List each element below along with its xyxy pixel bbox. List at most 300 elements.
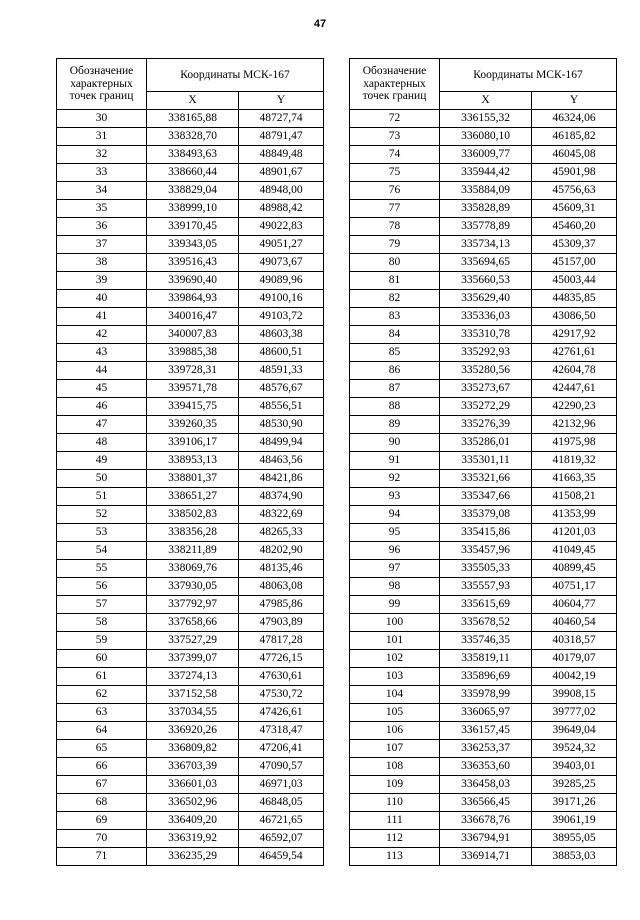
y-coordinate-cell: 40318,57 [532, 632, 617, 650]
y-coordinate-cell: 40751,17 [532, 578, 617, 596]
table-row [57, 560, 324, 578]
y-coordinate-cell: 44835,85 [532, 290, 617, 308]
x-coordinate-cell: 336914,71 [440, 848, 532, 866]
point-number-cell: 42 [57, 326, 147, 344]
point-number-cell: 74 [350, 146, 440, 164]
y-coordinate-cell: 41049,45 [532, 542, 617, 560]
y-coordinate-cell: 38853,03 [532, 848, 617, 866]
y-coordinate-cell: 45901,98 [532, 164, 617, 182]
x-coordinate-cell: 336502,96 [147, 794, 239, 812]
y-coordinate-cell: 39403,01 [532, 758, 617, 776]
x-coordinate-cell: 336155,32 [440, 110, 532, 128]
point-label-line2: характерных [363, 77, 426, 90]
point-number-cell: 107 [350, 740, 440, 758]
x-coordinate-cell: 335896,69 [440, 668, 532, 686]
y-coordinate-cell: 41201,03 [532, 524, 617, 542]
y-coordinate-cell: 40604,77 [532, 596, 617, 614]
point-number-cell: 108 [350, 758, 440, 776]
point-number-cell: 102 [350, 650, 440, 668]
y-coordinate-cell: 49089,96 [239, 272, 324, 290]
x-coordinate-cell: 339864,93 [147, 290, 239, 308]
y-coordinate-cell: 46185,82 [532, 128, 617, 146]
point-number-cell: 91 [350, 452, 440, 470]
x-coordinate-cell: 335746,35 [440, 632, 532, 650]
x-coordinate-cell: 335694,65 [440, 254, 532, 272]
y-coordinate-cell: 48849,48 [239, 146, 324, 164]
y-coordinate-cell: 43086,50 [532, 308, 617, 326]
x-coordinate-cell: 335828,89 [440, 200, 532, 218]
point-number-cell: 66 [57, 758, 147, 776]
table-row [350, 524, 617, 542]
table-row [350, 110, 617, 128]
y-coordinate-cell: 46971,03 [239, 776, 324, 794]
y-coordinate-cell: 40179,07 [532, 650, 617, 668]
x-coordinate-cell: 336809,82 [147, 740, 239, 758]
point-number-cell: 110 [350, 794, 440, 812]
y-coordinate-cell: 48727,74 [239, 110, 324, 128]
x-coordinate-cell: 335292,93 [440, 344, 532, 362]
point-number-cell: 75 [350, 164, 440, 182]
coordinates-table-left [56, 58, 324, 866]
table-row [57, 218, 324, 236]
point-label-header [57, 59, 147, 110]
x-coordinate-cell: 335978,99 [440, 686, 532, 704]
y-coordinate-cell: 45157,00 [532, 254, 617, 272]
table-row [57, 704, 324, 722]
y-coordinate-cell: 45756,63 [532, 182, 617, 200]
y-coordinate-cell: 48988,42 [239, 200, 324, 218]
point-number-cell: 96 [350, 542, 440, 560]
x-coordinate-cell: 336065,97 [440, 704, 532, 722]
x-coordinate-cell: 335336,03 [440, 308, 532, 326]
table-row [350, 434, 617, 452]
x-coordinate-cell: 335678,52 [440, 614, 532, 632]
y-coordinate-cell: 47903,89 [239, 614, 324, 632]
y-column-header: Y [239, 92, 324, 110]
point-number-cell: 95 [350, 524, 440, 542]
x-coordinate-cell: 338829,04 [147, 182, 239, 200]
table-row [350, 452, 617, 470]
x-coordinate-cell: 335301,11 [440, 452, 532, 470]
x-coordinate-cell: 338069,76 [147, 560, 239, 578]
x-coordinate-cell: 335778,89 [440, 218, 532, 236]
x-coordinate-cell: 339260,35 [147, 416, 239, 434]
table-row [57, 182, 324, 200]
table-row [57, 434, 324, 452]
point-number-cell: 112 [350, 830, 440, 848]
x-coordinate-cell: 336080,10 [440, 128, 532, 146]
x-coordinate-cell: 335310,78 [440, 326, 532, 344]
point-label-line3: точек границ [362, 90, 427, 103]
point-number-cell: 53 [57, 524, 147, 542]
x-coordinate-cell: 339170,45 [147, 218, 239, 236]
table-row [57, 488, 324, 506]
point-number-cell: 81 [350, 272, 440, 290]
point-number-cell: 72 [350, 110, 440, 128]
point-number-cell: 41 [57, 308, 147, 326]
x-coordinate-cell: 338165,88 [147, 110, 239, 128]
x-coordinate-cell: 336353,60 [440, 758, 532, 776]
x-coordinate-cell: 336458,03 [440, 776, 532, 794]
x-coordinate-cell: 337034,55 [147, 704, 239, 722]
y-coordinate-cell: 42917,92 [532, 326, 617, 344]
x-coordinate-cell: 338328,70 [147, 128, 239, 146]
point-number-cell: 48 [57, 434, 147, 452]
table-row [350, 344, 617, 362]
table-row [57, 848, 324, 866]
point-label-line1: Обозначение [69, 65, 134, 78]
y-coordinate-cell: 46848,05 [239, 794, 324, 812]
table-row [350, 182, 617, 200]
table-row [350, 470, 617, 488]
y-coordinate-cell: 45003,44 [532, 272, 617, 290]
x-coordinate-cell: 338651,27 [147, 488, 239, 506]
y-coordinate-cell: 39777,02 [532, 704, 617, 722]
table-row [57, 578, 324, 596]
point-number-cell: 109 [350, 776, 440, 794]
y-coordinate-cell: 48135,46 [239, 560, 324, 578]
table-row [350, 560, 617, 578]
point-number-cell: 90 [350, 434, 440, 452]
point-number-cell: 44 [57, 362, 147, 380]
table-row [57, 344, 324, 362]
y-coordinate-cell: 47318,47 [239, 722, 324, 740]
y-coordinate-cell: 39908,15 [532, 686, 617, 704]
point-number-cell: 51 [57, 488, 147, 506]
y-coordinate-cell: 38955,05 [532, 830, 617, 848]
point-number-cell: 103 [350, 668, 440, 686]
table-body [350, 110, 617, 866]
point-number-cell: 80 [350, 254, 440, 272]
table-row [350, 776, 617, 794]
table-row [57, 254, 324, 272]
x-coordinate-cell: 335660,53 [440, 272, 532, 290]
table-row [350, 668, 617, 686]
table-row [350, 164, 617, 182]
y-coordinate-cell: 47426,61 [239, 704, 324, 722]
table-row [57, 308, 324, 326]
point-number-cell: 89 [350, 416, 440, 434]
coords-group-header: Координаты МСК-167 [147, 59, 324, 92]
point-number-cell: 97 [350, 560, 440, 578]
table-row [350, 236, 617, 254]
table-row [350, 830, 617, 848]
x-column-header: X [147, 92, 239, 110]
point-number-cell: 47 [57, 416, 147, 434]
point-number-cell: 100 [350, 614, 440, 632]
point-number-cell: 54 [57, 542, 147, 560]
point-number-cell: 106 [350, 722, 440, 740]
table-row [350, 578, 617, 596]
y-coordinate-cell: 41663,35 [532, 470, 617, 488]
point-number-cell: 101 [350, 632, 440, 650]
x-coordinate-cell: 335276,39 [440, 416, 532, 434]
x-coordinate-cell: 336703,39 [147, 758, 239, 776]
point-number-cell: 31 [57, 128, 147, 146]
point-number-cell: 82 [350, 290, 440, 308]
x-column-header: X [440, 92, 532, 110]
y-coordinate-cell: 48265,33 [239, 524, 324, 542]
table-row [350, 254, 617, 272]
point-number-cell: 94 [350, 506, 440, 524]
y-coordinate-cell: 49022,83 [239, 218, 324, 236]
point-number-cell: 88 [350, 398, 440, 416]
table-row [57, 110, 324, 128]
table-row [350, 614, 617, 632]
table-row [350, 272, 617, 290]
table-row [350, 740, 617, 758]
table-row [57, 452, 324, 470]
x-coordinate-cell: 335457,96 [440, 542, 532, 560]
y-coordinate-cell: 48603,38 [239, 326, 324, 344]
point-number-cell: 69 [57, 812, 147, 830]
point-number-cell: 63 [57, 704, 147, 722]
x-coordinate-cell: 337930,05 [147, 578, 239, 596]
table-row [57, 596, 324, 614]
table-row [350, 650, 617, 668]
x-coordinate-cell: 336409,20 [147, 812, 239, 830]
table-row [350, 128, 617, 146]
point-number-cell: 36 [57, 218, 147, 236]
table-row [350, 218, 617, 236]
point-label-line3: точек границ [69, 90, 134, 103]
x-coordinate-cell: 340007,83 [147, 326, 239, 344]
x-coordinate-cell: 337152,58 [147, 686, 239, 704]
point-number-cell: 56 [57, 578, 147, 596]
y-coordinate-cell: 48576,67 [239, 380, 324, 398]
y-coordinate-cell: 39171,26 [532, 794, 617, 812]
y-coordinate-cell: 42132,96 [532, 416, 617, 434]
x-coordinate-cell: 335884,09 [440, 182, 532, 200]
y-coordinate-cell: 39649,04 [532, 722, 617, 740]
table-row [57, 668, 324, 686]
table-row [57, 164, 324, 182]
y-coordinate-cell: 41508,21 [532, 488, 617, 506]
table-row [57, 236, 324, 254]
table-row [57, 632, 324, 650]
point-number-cell: 46 [57, 398, 147, 416]
point-number-cell: 78 [350, 218, 440, 236]
x-coordinate-cell: 336566,45 [440, 794, 532, 812]
point-number-cell: 49 [57, 452, 147, 470]
y-coordinate-cell: 46721,65 [239, 812, 324, 830]
x-coordinate-cell: 339885,38 [147, 344, 239, 362]
table-row [57, 542, 324, 560]
y-coordinate-cell: 42604,78 [532, 362, 617, 380]
coords-group-header: Координаты МСК-167 [440, 59, 617, 92]
x-coordinate-cell: 339690,40 [147, 272, 239, 290]
x-coordinate-cell: 338356,28 [147, 524, 239, 542]
x-coordinate-cell: 336678,76 [440, 812, 532, 830]
table-row [57, 128, 324, 146]
y-column-header: Y [532, 92, 617, 110]
point-number-cell: 60 [57, 650, 147, 668]
point-number-cell: 113 [350, 848, 440, 866]
table-row [57, 776, 324, 794]
x-coordinate-cell: 335286,01 [440, 434, 532, 452]
x-coordinate-cell: 335734,13 [440, 236, 532, 254]
table-row [350, 794, 617, 812]
x-coordinate-cell: 335629,40 [440, 290, 532, 308]
x-coordinate-cell: 335280,56 [440, 362, 532, 380]
table-row [350, 632, 617, 650]
y-coordinate-cell: 46592,07 [239, 830, 324, 848]
point-number-cell: 59 [57, 632, 147, 650]
y-coordinate-cell: 40899,45 [532, 560, 617, 578]
y-coordinate-cell: 49073,67 [239, 254, 324, 272]
table-row [57, 146, 324, 164]
table-row [350, 146, 617, 164]
x-coordinate-cell: 339516,43 [147, 254, 239, 272]
page-number: 47 [313, 18, 327, 30]
table-row [57, 758, 324, 776]
y-coordinate-cell: 47206,41 [239, 740, 324, 758]
table-body [57, 110, 324, 866]
table-row [57, 470, 324, 488]
x-coordinate-cell: 339415,75 [147, 398, 239, 416]
y-coordinate-cell: 48374,90 [239, 488, 324, 506]
y-coordinate-cell: 42447,61 [532, 380, 617, 398]
y-coordinate-cell: 49100,16 [239, 290, 324, 308]
x-coordinate-cell: 336319,92 [147, 830, 239, 848]
x-coordinate-cell: 335273,67 [440, 380, 532, 398]
x-coordinate-cell: 337792,97 [147, 596, 239, 614]
point-number-cell: 61 [57, 668, 147, 686]
point-number-cell: 86 [350, 362, 440, 380]
table-row [57, 794, 324, 812]
x-coordinate-cell: 339728,31 [147, 362, 239, 380]
y-coordinate-cell: 41353,99 [532, 506, 617, 524]
x-coordinate-cell: 335415,86 [440, 524, 532, 542]
point-number-cell: 58 [57, 614, 147, 632]
point-number-cell: 98 [350, 578, 440, 596]
table-row [57, 416, 324, 434]
y-coordinate-cell: 41975,98 [532, 434, 617, 452]
x-coordinate-cell: 338953,13 [147, 452, 239, 470]
y-coordinate-cell: 39061,19 [532, 812, 617, 830]
point-number-cell: 62 [57, 686, 147, 704]
x-coordinate-cell: 335505,33 [440, 560, 532, 578]
x-coordinate-cell: 335347,66 [440, 488, 532, 506]
x-coordinate-cell: 335557,93 [440, 578, 532, 596]
x-coordinate-cell: 336009,77 [440, 146, 532, 164]
x-coordinate-cell: 335944,42 [440, 164, 532, 182]
point-number-cell: 33 [57, 164, 147, 182]
x-coordinate-cell: 340016,47 [147, 308, 239, 326]
y-coordinate-cell: 49051,27 [239, 236, 324, 254]
point-number-cell: 45 [57, 380, 147, 398]
x-coordinate-cell: 339106,17 [147, 434, 239, 452]
point-number-cell: 87 [350, 380, 440, 398]
point-number-cell: 34 [57, 182, 147, 200]
table-row [350, 722, 617, 740]
x-coordinate-cell: 336235,29 [147, 848, 239, 866]
x-coordinate-cell: 335819,11 [440, 650, 532, 668]
x-coordinate-cell: 338801,37 [147, 470, 239, 488]
table-row [57, 524, 324, 542]
y-coordinate-cell: 47530,72 [239, 686, 324, 704]
point-number-cell: 30 [57, 110, 147, 128]
point-number-cell: 57 [57, 596, 147, 614]
y-coordinate-cell: 47726,15 [239, 650, 324, 668]
y-coordinate-cell: 47985,86 [239, 596, 324, 614]
table-row [57, 686, 324, 704]
point-number-cell: 52 [57, 506, 147, 524]
table-row [350, 308, 617, 326]
x-coordinate-cell: 336157,45 [440, 722, 532, 740]
point-number-cell: 84 [350, 326, 440, 344]
y-coordinate-cell: 48600,51 [239, 344, 324, 362]
table-row [57, 200, 324, 218]
table-row [350, 398, 617, 416]
table-row [57, 506, 324, 524]
table-row [350, 812, 617, 830]
table-row [350, 290, 617, 308]
y-coordinate-cell: 45460,20 [532, 218, 617, 236]
y-coordinate-cell: 39285,25 [532, 776, 617, 794]
x-coordinate-cell: 336794,91 [440, 830, 532, 848]
table-row [57, 398, 324, 416]
point-number-cell: 71 [57, 848, 147, 866]
y-coordinate-cell: 48948,00 [239, 182, 324, 200]
x-coordinate-cell: 337658,66 [147, 614, 239, 632]
x-coordinate-cell: 336920,26 [147, 722, 239, 740]
point-number-cell: 85 [350, 344, 440, 362]
x-coordinate-cell: 339571,78 [147, 380, 239, 398]
y-coordinate-cell: 45309,37 [532, 236, 617, 254]
table-row [57, 362, 324, 380]
y-coordinate-cell: 48556,51 [239, 398, 324, 416]
point-label-line2: характерных [70, 77, 133, 90]
y-coordinate-cell: 42761,61 [532, 344, 617, 362]
x-coordinate-cell: 338211,89 [147, 542, 239, 560]
table-row [350, 200, 617, 218]
table-row [57, 272, 324, 290]
x-coordinate-cell: 337527,29 [147, 632, 239, 650]
point-number-cell: 70 [57, 830, 147, 848]
table-row [350, 380, 617, 398]
table-row [350, 362, 617, 380]
y-coordinate-cell: 48202,90 [239, 542, 324, 560]
point-number-cell: 79 [350, 236, 440, 254]
point-number-cell: 104 [350, 686, 440, 704]
point-number-cell: 35 [57, 200, 147, 218]
y-coordinate-cell: 42290,23 [532, 398, 617, 416]
point-label-line1: Обозначение [362, 65, 427, 78]
y-coordinate-cell: 49103,72 [239, 308, 324, 326]
table-row [350, 326, 617, 344]
point-number-cell: 77 [350, 200, 440, 218]
point-number-cell: 105 [350, 704, 440, 722]
x-coordinate-cell: 337274,13 [147, 668, 239, 686]
point-number-cell: 43 [57, 344, 147, 362]
point-number-cell: 73 [350, 128, 440, 146]
point-number-cell: 55 [57, 560, 147, 578]
y-coordinate-cell: 40042,19 [532, 668, 617, 686]
y-coordinate-cell: 47630,61 [239, 668, 324, 686]
x-coordinate-cell: 338502,83 [147, 506, 239, 524]
table-row [350, 488, 617, 506]
table-row [57, 650, 324, 668]
x-coordinate-cell: 338493,63 [147, 146, 239, 164]
table-row [57, 722, 324, 740]
x-coordinate-cell: 338660,44 [147, 164, 239, 182]
point-number-cell: 76 [350, 182, 440, 200]
table-row [350, 416, 617, 434]
table-row [350, 542, 617, 560]
y-coordinate-cell: 41819,32 [532, 452, 617, 470]
x-coordinate-cell: 338999,10 [147, 200, 239, 218]
